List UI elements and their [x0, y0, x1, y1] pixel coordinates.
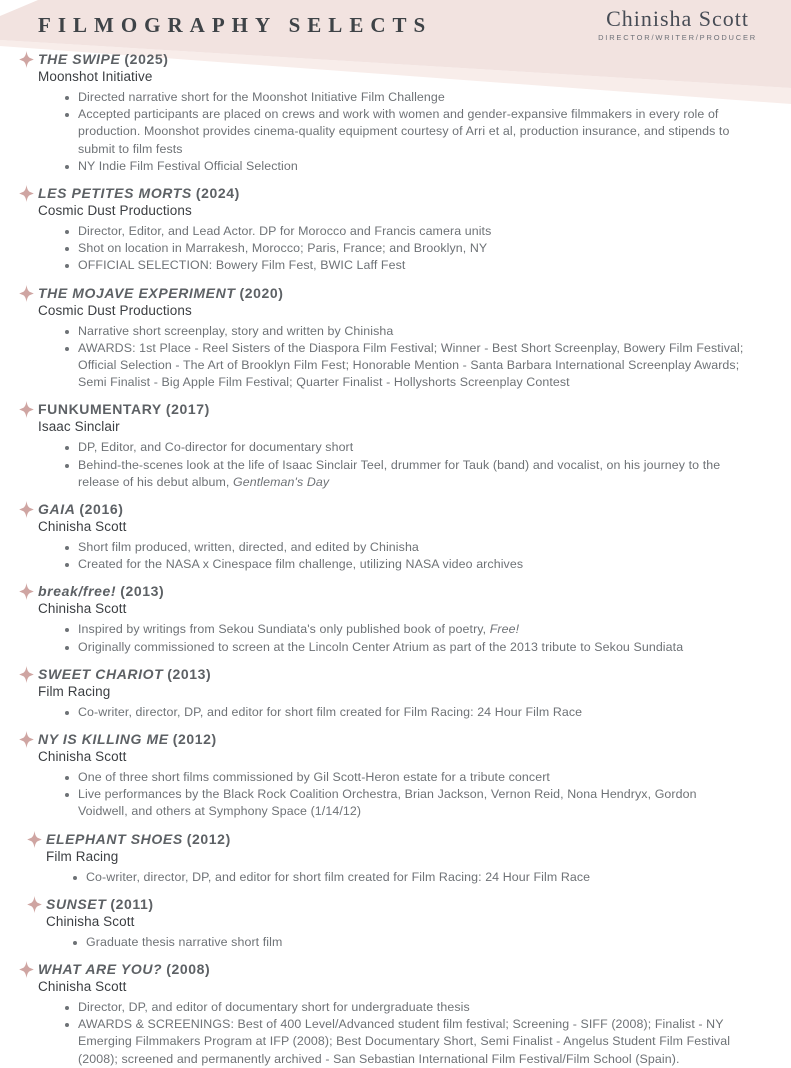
entry-bullet-list [46, 869, 747, 886]
entry-company: Chinisha Scott [38, 749, 127, 765]
bullet-text-segment: Co-writer, director, DP, and editor for short film created for Film Racing: 24 Hour Film Race [78, 704, 583, 719]
bullet-text-segment: Narrative short screenplay, story and written by Chinisha [78, 323, 394, 338]
entry-bullet [38, 786, 747, 820]
bullet-text-segment: DP, Editor, and Co-director for documentary short [78, 440, 354, 455]
bullet-text-segment: Originally commissioned to screen at the Lincoln Center Atrium as part of the 2013 tribute to Sekou Sundiata [78, 639, 684, 654]
filmography-entry [14, 582, 747, 655]
sparkle-star-icon [22, 895, 46, 913]
entry-bullet-list [38, 704, 747, 721]
entry-bullet [38, 439, 747, 456]
entry-title-text: break/free! [38, 583, 117, 600]
entry-title [38, 500, 747, 518]
entry-year: (2020) [239, 284, 284, 301]
bullet-text-segment: AWARDS: 1st Place - Reel Sisters of the Diaspora Film Festival; Winner - Best Short Screenplay, Bowery Film Festival; Official Selection - The Art of Brooklyn Film Fest; Honorable Mention - Santa Barbara International Screenplay Awards; Semi Finalist - Big Apple Film Festival; Quarter Finalist - Hollyshorts Screenplay Contest [78, 340, 744, 390]
entry-year: (2013) [120, 583, 165, 600]
entry-title [38, 50, 747, 68]
sparkle-star-icon [14, 184, 38, 202]
entry-body [46, 895, 747, 951]
entry-year: (2024) [195, 185, 240, 202]
filmography-entry [14, 500, 747, 573]
entry-company: Moonshot Initiative [38, 69, 153, 84]
entry-body [38, 184, 747, 275]
filmography-entry [14, 665, 747, 721]
entry-body [38, 500, 747, 573]
entry-bullet-list [38, 89, 747, 175]
page-header [0, 0, 791, 46]
entry-bullet [38, 89, 747, 106]
bullet-text-segment: Director, Editor, and Lead Actor. DP for Morocco and Francis camera units [78, 224, 492, 239]
entry-title [38, 665, 747, 683]
entry-year: (2012) [186, 830, 231, 847]
sparkle-star-icon [14, 284, 38, 302]
entry-body [38, 960, 747, 1068]
entry-body [38, 582, 747, 655]
bullet-text-segment: Created for the NASA x Cinespace film challenge, utilizing NASA video archives [78, 557, 524, 572]
bullet-text-segment: Directed narrative short for the Moonshot Initiative Film Challenge [78, 90, 445, 104]
bullet-text-segment: Inspired by writings from Sekou Sundiata's only published book of poetry, [78, 622, 490, 637]
author-name: Chinisha Scott [606, 6, 750, 31]
entry-year: (2013) [167, 665, 212, 682]
filmography-entry [14, 50, 747, 175]
bullet-text-segment: AWARDS & SCREENINGS: Best of 400 Level/Advanced student film festival; Screening - SIFF (2008); Finalist - NY Emerging Filmmakers Program at IFP (2008); Best Documentary Short, Semi Finalist - Angelus Student Film Festival (2008); screened and permanently archived - San Sebastian International Film Festival/Film School (Spain). [78, 1017, 731, 1066]
sparkle-star-icon [14, 50, 38, 68]
filmography-entry [14, 400, 747, 491]
bullet-text-segment: Accepted participants are placed on crews and work with women and gender-expansive filmmakers in every role of production. Moonshot provides cinema-quality equipment courtesy of Arri et al, production insurance, and stipends to submit to film fests [78, 107, 730, 156]
entry-year: (2016) [79, 501, 124, 518]
filmography-entry [14, 184, 747, 275]
bullet-text-segment: Live performances by the Black Rock Coalition Orchestra, Brian Jackson, Vernon Reid, Nona Hendryx, Gordon Voidwell, and others at Symphony Space (1/14/12) [78, 787, 697, 819]
filmography-entry [22, 830, 747, 886]
page-title: FILMOGRAPHY SELECTS [38, 13, 433, 37]
entry-body [38, 400, 747, 491]
entry-bullet [38, 704, 747, 721]
entry-bullet [38, 323, 747, 340]
entry-company: Isaac Sinclair [38, 419, 120, 435]
entry-bullet [38, 457, 747, 491]
entry-company: Film Racing [46, 848, 119, 864]
sparkle-star-icon [14, 500, 38, 518]
entry-bullet-list [38, 439, 747, 491]
entry-year: (2017) [165, 401, 210, 418]
entry-body [38, 665, 747, 721]
entry-body [38, 284, 747, 392]
entry-bullet-list [38, 621, 747, 655]
entry-title-text: THE MOJAVE EXPERIMENT [38, 284, 236, 301]
entry-title [46, 830, 747, 848]
entry-bullet-list [38, 769, 747, 821]
entry-company: Cosmic Dust Productions [38, 302, 192, 318]
entry-title [38, 960, 747, 978]
bullet-text-segment: Shot on location in Marrakesh, Morocco; Paris, France; and Brooklyn, NY [78, 241, 488, 256]
entry-title [38, 284, 747, 302]
sparkle-star-icon [14, 582, 38, 600]
bullet-text-segment: NY Indie Film Festival Official Selection [78, 158, 298, 173]
entry-title-text: NY IS KILLING ME [38, 731, 169, 748]
entry-bullet [38, 639, 747, 656]
entry-title-text: ELEPHANT SHOES [46, 830, 183, 847]
entry-company: Film Racing [38, 683, 111, 699]
entry-bullet [38, 1016, 747, 1068]
entry-title-text: SWEET CHARIOT [38, 665, 164, 682]
sparkle-star-icon [14, 400, 38, 418]
bullet-text-segment: Gentleman's Day [233, 474, 330, 489]
bullet-text-segment: Free! [489, 622, 520, 637]
bullet-text-segment: One of three short films commissioned by Gil Scott-Heron estate for a tribute concert [78, 770, 550, 785]
entry-bullet [38, 999, 747, 1016]
entry-company: Chinisha Scott [38, 979, 127, 995]
entry-bullet [38, 257, 747, 274]
bullet-text-segment: Graduate thesis narrative short film [86, 934, 283, 949]
bullet-text-segment: Behind-the-scenes look at the life of Isaac Sinclair Teel, drummer for Tauk (band) and vocalist, on his journey to the release of his debut album, [78, 457, 721, 489]
entry-title-text: THE SWIPE [38, 51, 121, 67]
entry-title-text: SUNSET [46, 895, 107, 912]
filmography-entry [14, 730, 747, 821]
sparkle-star-icon [14, 730, 38, 748]
entry-title [38, 730, 747, 748]
entry-title-text: FUNKUMENTARY [38, 401, 162, 418]
entry-bullet [46, 869, 747, 886]
author-block [598, 6, 757, 42]
entry-company: Chinisha Scott [46, 913, 135, 929]
entry-bullet [38, 240, 747, 257]
entry-year: (2012) [172, 731, 217, 748]
filmography-list [0, 46, 791, 1068]
entry-title-text: GAIA [38, 501, 76, 518]
entry-body [38, 730, 747, 821]
entry-bullet [38, 106, 747, 158]
bullet-text-segment: OFFICIAL SELECTION: Bowery Film Fest, BWIC Laff Fest [78, 258, 406, 273]
entry-title [46, 895, 747, 913]
entry-bullet [38, 158, 747, 175]
bullet-text-segment: Director, DP, and editor of documentary short for undergraduate thesis [78, 1000, 470, 1015]
entry-body [38, 50, 747, 175]
sparkle-star-icon [22, 830, 46, 848]
entry-bullet-list [46, 934, 747, 951]
entry-title-text: WHAT ARE YOU? [38, 961, 163, 978]
entry-body [46, 830, 747, 886]
entry-bullet [38, 556, 747, 573]
entry-bullet [38, 223, 747, 240]
entry-bullet [46, 934, 747, 951]
sparkle-star-icon [14, 665, 38, 683]
filmography-entry [14, 284, 747, 392]
filmography-entry [14, 960, 747, 1068]
entry-bullet-list [38, 539, 747, 573]
entry-title [38, 582, 747, 600]
entry-bullet [38, 621, 747, 638]
entry-bullet [38, 340, 747, 392]
bullet-text-segment: Short film produced, written, directed, and edited by Chinisha [78, 540, 419, 555]
filmography-entry [22, 895, 747, 951]
author-role: DIRECTOR/WRITER/PRODUCER [598, 33, 757, 42]
entry-bullet-list [38, 223, 747, 275]
entry-company: Chinisha Scott [38, 519, 127, 535]
entry-bullet-list [38, 999, 747, 1068]
entry-bullet-list [38, 323, 747, 392]
entry-bullet [38, 539, 747, 556]
entry-year: (2008) [166, 961, 211, 978]
entry-title [38, 184, 747, 202]
bullet-text-segment: Co-writer, director, DP, and editor for short film created for Film Racing: 24 Hour Film Race [86, 869, 591, 884]
entry-company: Chinisha Scott [38, 601, 127, 617]
entry-bullet [38, 769, 747, 786]
entry-year: (2025) [124, 51, 169, 67]
entry-title [38, 400, 747, 418]
entry-year: (2011) [110, 895, 154, 912]
entry-title-text: LES PETITES MORTS [38, 185, 192, 202]
entry-company: Cosmic Dust Productions [38, 203, 192, 219]
sparkle-star-icon [14, 960, 38, 978]
